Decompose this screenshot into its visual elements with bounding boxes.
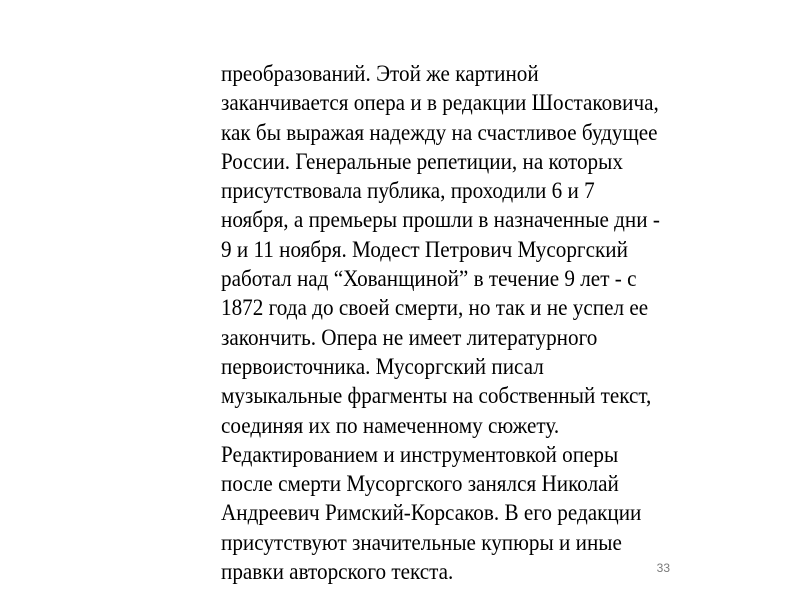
text-line: музыкальные фрагменты на собственный текст, [221, 383, 652, 409]
text-line: Редактированием и инструментовкой оперы [221, 441, 619, 467]
text-line: ноября, а премьеры прошли в назначенные дни - [221, 207, 660, 233]
text-line: 9 и 11 ноября. Модест Петрович Мусоргский [221, 236, 628, 262]
text-line: преобразований. Этой же картиной [221, 61, 539, 86]
text-line: как бы выражая надежду на счастливое будущее [221, 119, 658, 145]
page-number: 33 [656, 561, 670, 575]
text-line: 1872 года до своей смерти, но так и не успел ее [221, 295, 649, 321]
body-text [221, 59, 691, 586]
text-line: соединяя их по намеченному сюжету. [221, 412, 560, 438]
text-line: заканчивается опера и в редакции Шостаковича, [221, 90, 659, 116]
text-line: присутствуют значительные купюры и иные [221, 529, 622, 555]
text-line: работал над “Хованщиной” в течение 9 лет - с [221, 266, 637, 292]
text-line: России. Генеральные репетиции, на которых [221, 148, 623, 174]
text-line: после смерти Мусоргского занялся Николай [221, 471, 619, 497]
text-line: присутствовала публика, проходили 6 и 7 [221, 178, 595, 204]
text-line: первоисточника. Мусоргский писал [221, 353, 544, 379]
text-line: закончить. Опера не имеет литературного [221, 324, 598, 350]
text-line: Андреевич Римский-Корсаков. В его редакции [221, 500, 642, 526]
text-line: правки авторского текста. [221, 559, 454, 585]
